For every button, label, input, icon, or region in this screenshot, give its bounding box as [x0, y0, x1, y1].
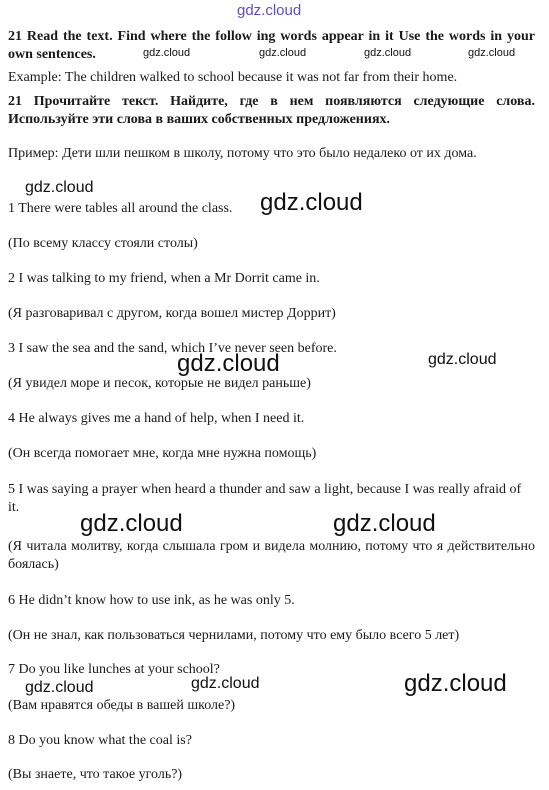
watermark: gdz.cloud — [364, 47, 412, 59]
watermark: gdz.cloud — [428, 351, 497, 368]
item-6-en: 6 He didn’t know how to use ink, as he was only 5. — [8, 593, 295, 608]
watermark: gdz.cloud — [333, 510, 436, 537]
item-8-en: 8 Do you know what the coal is? — [8, 733, 192, 748]
header-watermark: gdz.cloud — [237, 2, 302, 19]
watermark: gdz.cloud — [191, 675, 260, 692]
item-1-en: 1 There were tables all around the class. — [8, 201, 233, 216]
item-2-ru: (Я разговаривал с другом, когда вошел мистер Доррит) — [8, 306, 336, 321]
example-en: Example: The children walked to school because it was not far from their home. — [8, 70, 458, 85]
watermark: gdz.cloud — [80, 510, 183, 537]
item-1-ru: (По всему классу стояли столы) — [8, 236, 198, 251]
task-title-en: 21 Read the text. Find where the follow ing words appear in it Use the words in your own sentences. — [8, 29, 535, 62]
watermark: gdz.cloud — [404, 670, 507, 697]
watermark: gdz.cloud — [177, 350, 280, 377]
item-4-ru: (Он всегда помогает мне, когда мне нужна помощь) — [8, 446, 317, 461]
watermark: gdz.cloud — [25, 179, 94, 196]
item-5-en: 5 I was saying a prayer when heard a thunder and saw a light, because I was really afraid of it. — [8, 482, 522, 515]
watermark: gdz.cloud — [25, 679, 94, 696]
item-5-ru: (Я читала молитву, когда слышала гром и видела молнию, потому что я действительно боялась) — [8, 539, 535, 572]
watermark: gdz.cloud — [143, 47, 191, 59]
item-8-ru: (Вы знаете, что такое уголь?) — [8, 767, 183, 782]
item-4-en: 4 He always gives me a hand of help, when I need it. — [8, 411, 305, 426]
item-7-ru: (Вам нравятся обеды в вашей школе?) — [8, 698, 236, 713]
item-2-en: 2 I was talking to my friend, when a Mr Dorrit came in. — [8, 271, 320, 286]
watermark: gdz.cloud — [259, 47, 307, 59]
watermark: gdz.cloud — [468, 47, 516, 59]
item-6-ru: (Он не знал, как пользоваться чернилами, потому что ему было всего 5 лет) — [8, 628, 460, 643]
watermark: gdz.cloud — [260, 189, 363, 216]
example-ru: Пример: Дети шли пешком в школу, потому что это было недалеко от их дома. — [8, 146, 477, 161]
item-7-en: 7 Do you like lunches at your school? — [8, 662, 220, 677]
item-3-ru: (Я увидел море и песок, которые не видел раньше) — [8, 376, 311, 391]
task-title-ru: 21 Прочитайте текст. Найдите, где в нем появляются следующие слова. Используйте эти слова в ваших собственных предложениях. — [8, 94, 535, 127]
item-3-en: 3 I saw the sea and the sand, which I’ve never seen before. — [8, 341, 337, 356]
